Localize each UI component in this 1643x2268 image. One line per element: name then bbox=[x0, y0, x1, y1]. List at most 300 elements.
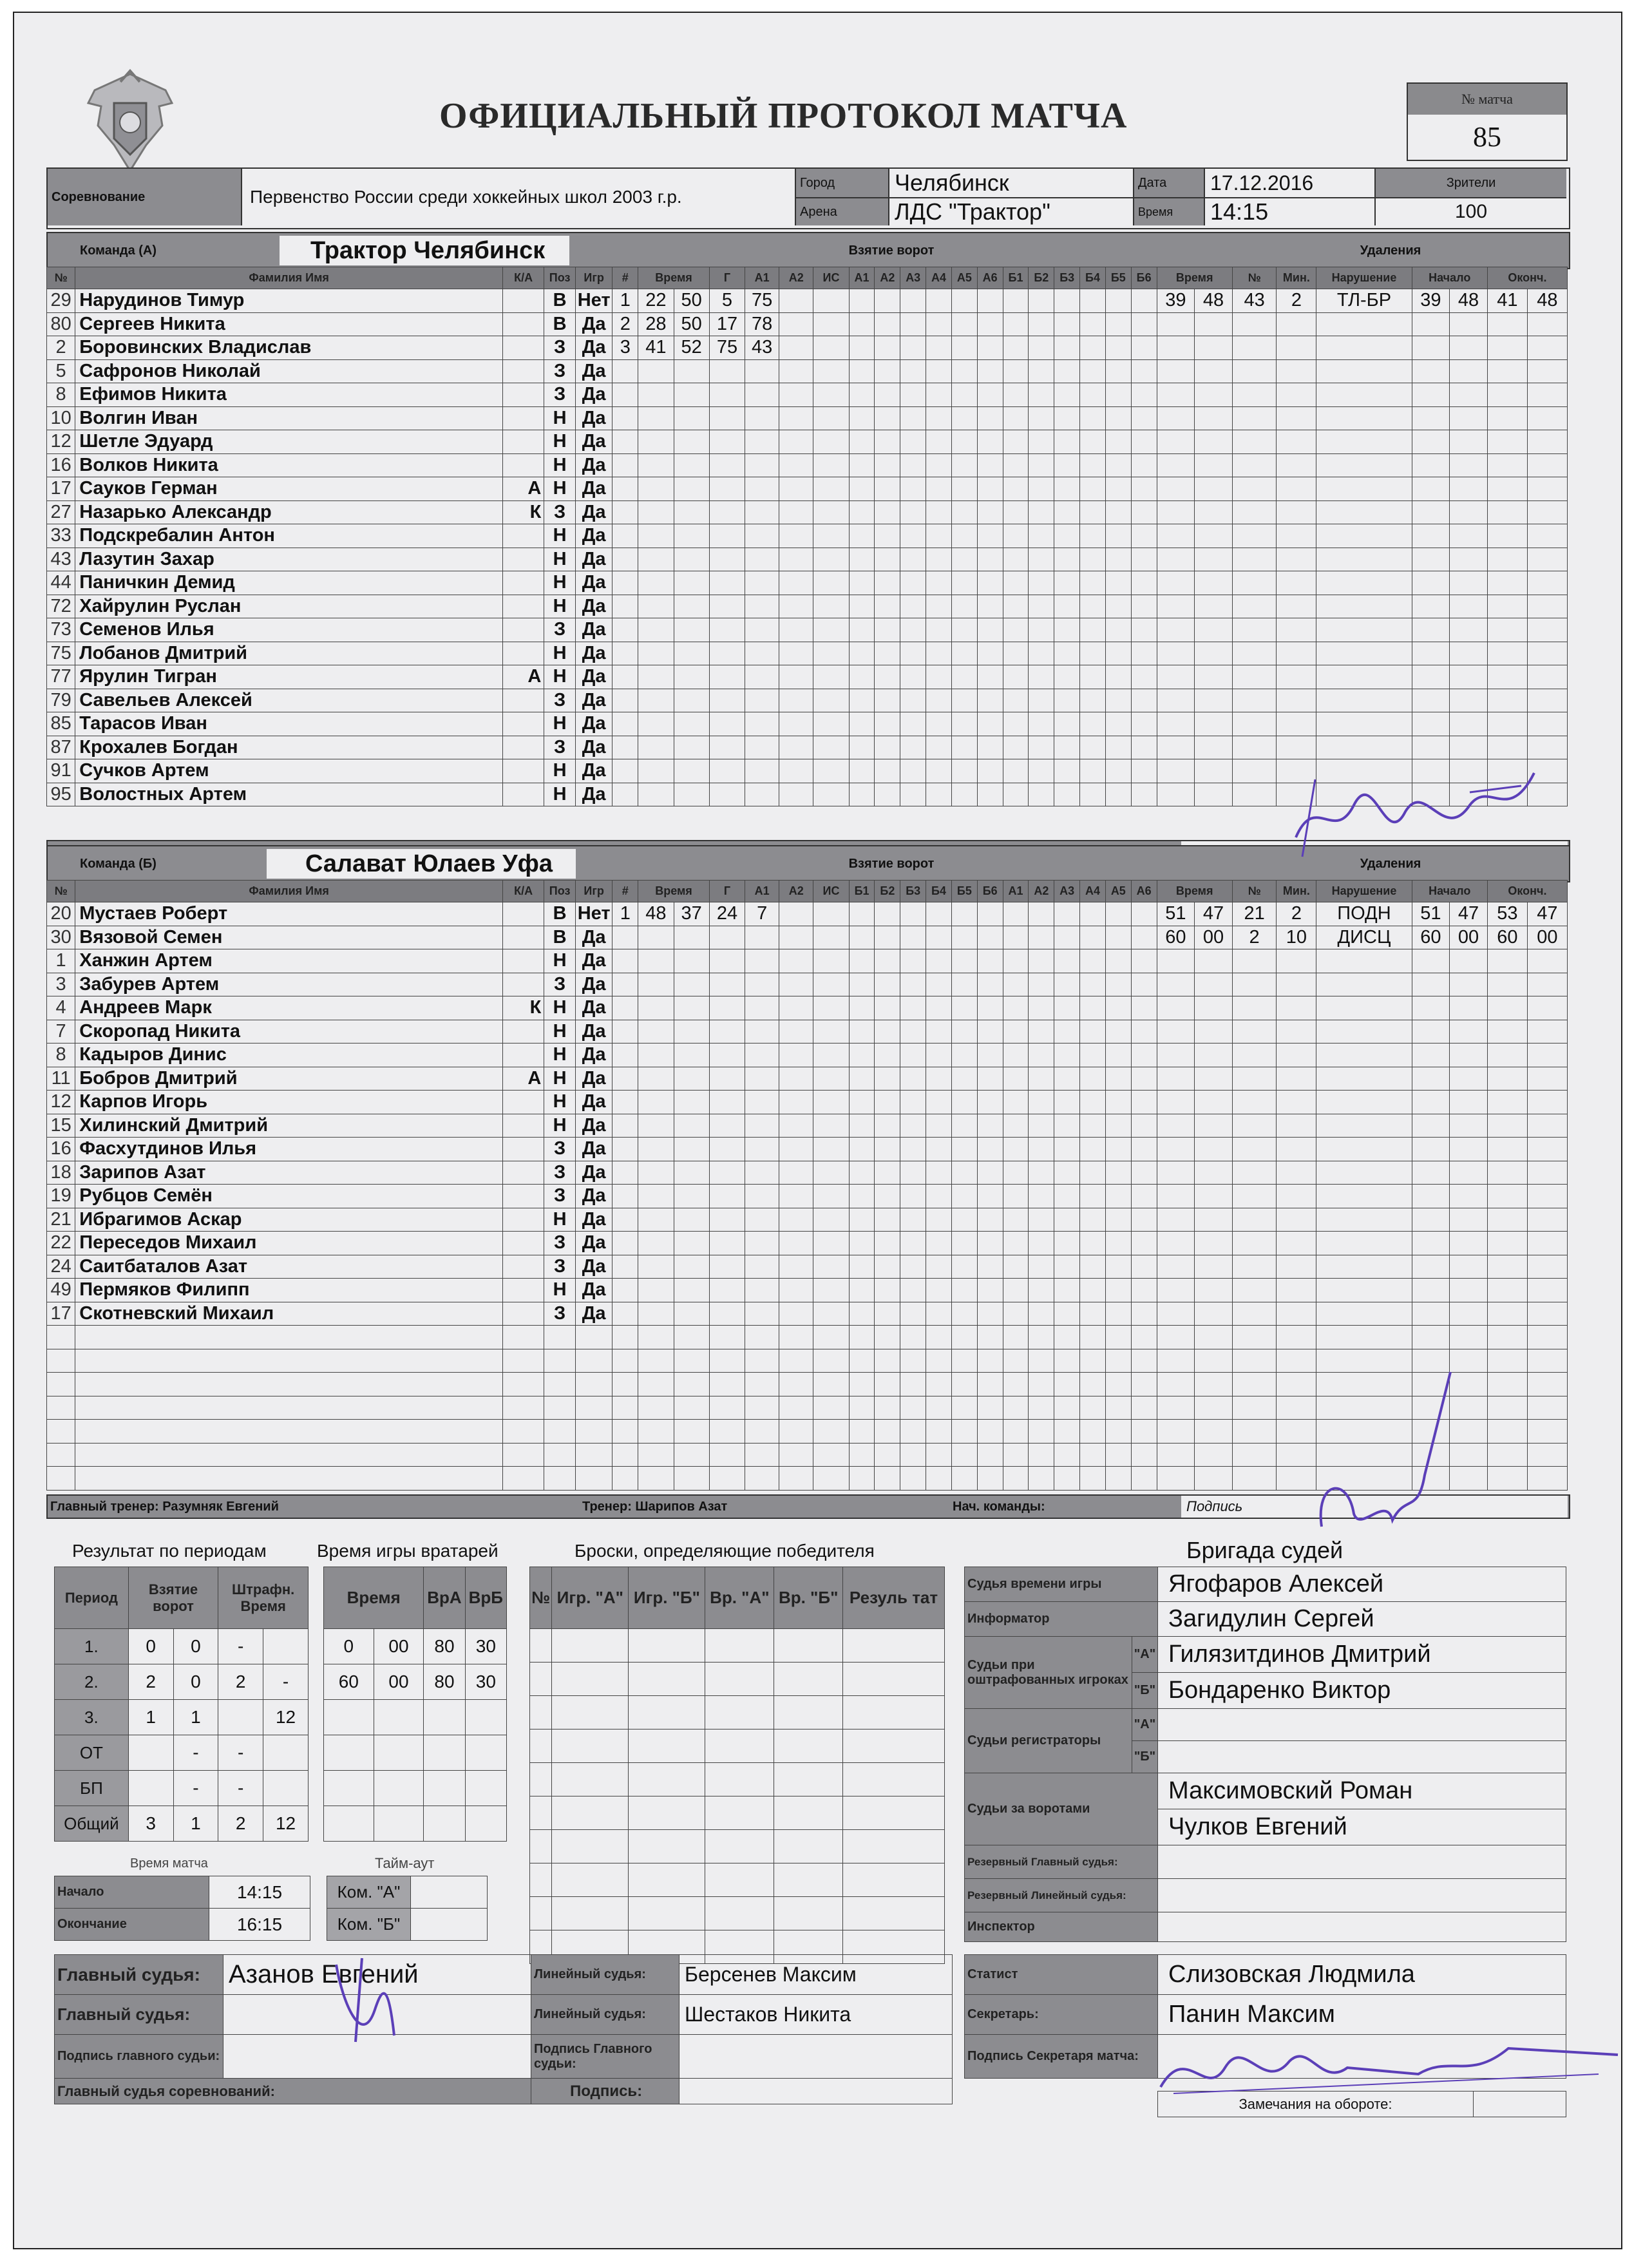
player-position bbox=[544, 1443, 576, 1467]
goal-scorer bbox=[709, 1161, 745, 1185]
penalty-player bbox=[1232, 1020, 1277, 1043]
penalty-end-min bbox=[1487, 1373, 1527, 1396]
player-number: 29 bbox=[47, 289, 75, 313]
onice-cell bbox=[1131, 1326, 1157, 1349]
player-played: Да bbox=[575, 1255, 612, 1279]
penalty-second bbox=[1195, 1467, 1233, 1491]
penalty-end-sec bbox=[1527, 500, 1567, 524]
table-row bbox=[324, 1771, 507, 1806]
player-role bbox=[503, 618, 544, 642]
player-number: 80 bbox=[47, 312, 75, 336]
player-number: 21 bbox=[47, 1208, 75, 1232]
city-label: Город bbox=[795, 169, 888, 197]
goal-assist-1 bbox=[745, 595, 779, 618]
penalty-minute bbox=[1157, 618, 1195, 642]
penalty-minutes bbox=[1277, 383, 1316, 407]
onice-cell bbox=[926, 1467, 952, 1491]
onice-cell bbox=[849, 996, 875, 1020]
goal-second bbox=[674, 1373, 709, 1396]
onice-cell bbox=[1080, 1091, 1106, 1114]
col-pen-start: Начало bbox=[1412, 881, 1487, 902]
onice-cell bbox=[1105, 712, 1131, 736]
onice-cell bbox=[900, 453, 926, 477]
onice-cell bbox=[1080, 949, 1106, 973]
penalty-minutes: 2 bbox=[1277, 902, 1316, 926]
goal-assist-2 bbox=[779, 1020, 813, 1043]
onice-cell bbox=[926, 359, 952, 383]
penalty-start-min bbox=[1412, 618, 1450, 642]
onice-cell bbox=[1003, 312, 1029, 336]
period-goals-b: 1 bbox=[173, 1700, 218, 1735]
goal-scorer bbox=[709, 1326, 745, 1349]
player-name: Лобанов Дмитрий bbox=[75, 642, 503, 665]
onice-cell bbox=[1029, 1443, 1054, 1467]
player-role bbox=[503, 949, 544, 973]
onice-cell bbox=[951, 1232, 977, 1255]
onice-cell bbox=[1105, 1279, 1131, 1302]
col-ka: К/А bbox=[503, 881, 544, 902]
player-position bbox=[544, 1396, 576, 1420]
goal-situation bbox=[813, 595, 849, 618]
onice-cell bbox=[1080, 548, 1106, 571]
penalty-second bbox=[1195, 1138, 1233, 1161]
onice-cell bbox=[1054, 1185, 1080, 1208]
penalty-start-sec bbox=[1450, 1020, 1488, 1043]
referees-table bbox=[54, 1954, 953, 2104]
penalty-minute bbox=[1157, 1185, 1195, 1208]
onice-cell bbox=[977, 642, 1003, 665]
timeout-a: Ком. "А" bbox=[327, 1876, 411, 1909]
onice-cell bbox=[977, 1420, 1003, 1444]
goal-situation bbox=[813, 500, 849, 524]
player-role bbox=[503, 312, 544, 336]
onice-cell bbox=[900, 1302, 926, 1326]
penalty-violation bbox=[1316, 642, 1412, 665]
player-name: Нарудинов Тимур bbox=[75, 289, 503, 313]
onice-cell bbox=[1029, 1396, 1054, 1420]
penalty-second bbox=[1195, 1232, 1233, 1255]
onice-cell bbox=[1054, 902, 1080, 926]
goal-assist-1 bbox=[745, 453, 779, 477]
onice-cell bbox=[875, 1373, 900, 1396]
onice-cell bbox=[1080, 712, 1106, 736]
goal-scorer bbox=[709, 1373, 745, 1396]
goal-second bbox=[674, 996, 709, 1020]
penalty-end-min: 41 bbox=[1487, 289, 1527, 313]
penalty-second bbox=[1195, 1302, 1233, 1326]
goal-number bbox=[613, 618, 638, 642]
onice-cell bbox=[926, 548, 952, 571]
penalty-violation bbox=[1316, 312, 1412, 336]
goal-situation bbox=[813, 1467, 849, 1491]
onice-cell bbox=[977, 902, 1003, 926]
shootout-cell bbox=[552, 1663, 629, 1696]
onice-cell bbox=[1080, 902, 1106, 926]
onice-cell bbox=[875, 383, 900, 407]
player-number: 11 bbox=[47, 1067, 75, 1091]
goal-situation bbox=[813, 289, 849, 313]
onice-cell bbox=[849, 1114, 875, 1138]
onice-cell bbox=[875, 1232, 900, 1255]
penalty-start-sec bbox=[1450, 500, 1488, 524]
onice-cell bbox=[951, 618, 977, 642]
player-name: Сауков Герман bbox=[75, 477, 503, 501]
shootout-cell bbox=[552, 1696, 629, 1730]
onice-cell bbox=[1080, 477, 1106, 501]
col-onice: Б5 bbox=[1105, 267, 1131, 289]
onice-cell bbox=[875, 926, 900, 949]
penalty-start-sec bbox=[1450, 996, 1488, 1020]
penalty-end-sec bbox=[1527, 712, 1567, 736]
goal-scorer bbox=[709, 1349, 745, 1373]
penalty-end-min bbox=[1487, 1420, 1527, 1444]
goal-assist-2 bbox=[779, 1208, 813, 1232]
onice-cell bbox=[849, 1373, 875, 1396]
period-pim-b bbox=[263, 1771, 309, 1806]
onice-cell bbox=[1105, 1396, 1131, 1420]
table-row bbox=[530, 1897, 945, 1930]
col-onice: А2 bbox=[875, 267, 900, 289]
onice-cell bbox=[1131, 1208, 1157, 1232]
player-role bbox=[503, 383, 544, 407]
goal-situation bbox=[813, 1232, 849, 1255]
goal-second bbox=[674, 1326, 709, 1349]
penalty-minute bbox=[1157, 1208, 1195, 1232]
onice-cell bbox=[951, 1020, 977, 1043]
penalty-start-sec bbox=[1450, 359, 1488, 383]
goal-minute bbox=[638, 383, 674, 407]
player-position: Н bbox=[544, 642, 576, 665]
onice-cell bbox=[1003, 1161, 1029, 1185]
goal-scorer bbox=[709, 1208, 745, 1232]
penalty-player bbox=[1232, 1185, 1277, 1208]
goal-assist-2 bbox=[779, 1396, 813, 1420]
goal-assist-1 bbox=[745, 759, 779, 783]
penalty-end-min bbox=[1487, 312, 1527, 336]
goal-assist-2 bbox=[779, 524, 813, 548]
goal-assist-1 bbox=[745, 1443, 779, 1467]
goal-second: 52 bbox=[674, 336, 709, 360]
col-played: Игр bbox=[575, 267, 612, 289]
penalty-minutes bbox=[1277, 1185, 1316, 1208]
player-name: Тарасов Иван bbox=[75, 712, 503, 736]
onice-cell bbox=[926, 430, 952, 454]
goal-scorer bbox=[709, 1302, 745, 1326]
onice-cell bbox=[875, 973, 900, 996]
goal-minute bbox=[638, 1185, 674, 1208]
penalty-player bbox=[1232, 571, 1277, 595]
penalty-start-sec bbox=[1450, 1326, 1488, 1349]
col-pen-viol: Нарушение bbox=[1316, 267, 1412, 289]
player-number: 10 bbox=[47, 406, 75, 430]
shootout-cell bbox=[843, 1730, 945, 1763]
onice-cell bbox=[849, 1208, 875, 1232]
onice-cell bbox=[1105, 430, 1131, 454]
col-name: Фамилия Имя bbox=[75, 881, 503, 902]
arena-label: Арена bbox=[795, 197, 888, 225]
shootout-cell bbox=[530, 1763, 552, 1796]
goal-situation bbox=[813, 1279, 849, 1302]
onice-cell bbox=[1131, 1114, 1157, 1138]
player-position: В bbox=[544, 289, 576, 313]
onice-cell bbox=[926, 571, 952, 595]
goal-assist-2 bbox=[779, 1091, 813, 1114]
penalty-end-sec bbox=[1527, 665, 1567, 689]
penalty-end-min bbox=[1487, 1185, 1527, 1208]
penalty-end-min bbox=[1487, 1232, 1527, 1255]
goal-minute bbox=[638, 1467, 674, 1491]
penalty-end-min bbox=[1487, 336, 1527, 360]
onice-cell bbox=[1003, 736, 1029, 759]
player-played bbox=[575, 1443, 612, 1467]
penalty-second bbox=[1195, 430, 1233, 454]
penalty-minutes bbox=[1277, 571, 1316, 595]
penalty-second bbox=[1195, 1349, 1233, 1373]
goal-minute bbox=[638, 1091, 674, 1114]
table-row bbox=[324, 1629, 507, 1664]
goal-scorer bbox=[709, 430, 745, 454]
period-goals-b: - bbox=[173, 1735, 218, 1771]
penalty-start-sec bbox=[1450, 1255, 1488, 1279]
player-position: З bbox=[544, 1138, 576, 1161]
col-g: Г bbox=[709, 881, 745, 902]
match-end-label: Окончание bbox=[55, 1909, 209, 1941]
onice-cell bbox=[951, 736, 977, 759]
penalty-minute bbox=[1157, 383, 1195, 407]
goal-situation bbox=[813, 1208, 849, 1232]
onice-cell bbox=[875, 336, 900, 360]
main-referee: Азанов Евгений bbox=[223, 1955, 531, 1995]
goal-number bbox=[613, 406, 638, 430]
col-onice: А6 bbox=[977, 267, 1003, 289]
player-position: Н bbox=[544, 1067, 576, 1091]
penalty-violation bbox=[1316, 1279, 1412, 1302]
player-position bbox=[544, 1467, 576, 1491]
table-row bbox=[324, 1806, 507, 1842]
goal-scorer bbox=[709, 996, 745, 1020]
onice-cell bbox=[1080, 759, 1106, 783]
goal-scorer bbox=[709, 1396, 745, 1420]
onice-cell bbox=[926, 336, 952, 360]
onice-cell bbox=[1054, 406, 1080, 430]
penalty-violation: ПОДН bbox=[1316, 902, 1412, 926]
penalty-minutes bbox=[1277, 618, 1316, 642]
goal-minute bbox=[638, 1208, 674, 1232]
onice-cell bbox=[951, 712, 977, 736]
penalty-end-sec bbox=[1527, 1114, 1567, 1138]
inspector-label: Инспектор bbox=[965, 1912, 1158, 1942]
onice-cell bbox=[875, 642, 900, 665]
table-row bbox=[47, 1326, 1568, 1349]
onice-cell bbox=[1003, 571, 1029, 595]
penalty-second bbox=[1195, 406, 1233, 430]
player-played: Да bbox=[575, 689, 612, 712]
onice-cell bbox=[1054, 1043, 1080, 1067]
onice-cell bbox=[951, 1043, 977, 1067]
onice-cell bbox=[875, 1161, 900, 1185]
penalty-end-sec bbox=[1527, 973, 1567, 996]
onice-cell bbox=[977, 618, 1003, 642]
onice-cell bbox=[900, 1091, 926, 1114]
onice-cell bbox=[926, 1279, 952, 1302]
penalty-minute bbox=[1157, 571, 1195, 595]
col-onice: А5 bbox=[951, 267, 977, 289]
player-role: К bbox=[503, 500, 544, 524]
penalty-minutes bbox=[1277, 1114, 1316, 1138]
player-position: Н bbox=[544, 712, 576, 736]
period-pim-a: 2 bbox=[218, 1806, 263, 1842]
penalty-second bbox=[1195, 359, 1233, 383]
onice-cell bbox=[1003, 1255, 1029, 1279]
goal-assist-1 bbox=[745, 548, 779, 571]
goalie-b bbox=[465, 1700, 506, 1735]
onice-cell bbox=[1080, 689, 1106, 712]
table-row bbox=[47, 336, 1568, 360]
period-pim-a: - bbox=[218, 1735, 263, 1771]
col-pos: Поз bbox=[544, 267, 576, 289]
onice-cell bbox=[1003, 1443, 1029, 1467]
player-role bbox=[503, 1114, 544, 1138]
player-played: Да bbox=[575, 1114, 612, 1138]
player-played bbox=[575, 1326, 612, 1349]
player-role bbox=[503, 1443, 544, 1467]
player-role bbox=[503, 1467, 544, 1491]
time-value: 14:15 bbox=[1204, 197, 1374, 225]
match-end: 16:15 bbox=[209, 1909, 310, 1941]
player-played: Да bbox=[575, 759, 612, 783]
onice-cell bbox=[1029, 289, 1054, 313]
player-position: З bbox=[544, 973, 576, 996]
penalty-player bbox=[1232, 1067, 1277, 1091]
penalty-end-sec bbox=[1527, 453, 1567, 477]
onice-cell bbox=[1105, 1349, 1131, 1373]
goal-number bbox=[613, 665, 638, 689]
onice-cell bbox=[1003, 618, 1029, 642]
goal-situation bbox=[813, 1349, 849, 1373]
penalty-player bbox=[1232, 618, 1277, 642]
table-row bbox=[530, 1763, 945, 1796]
goal-minute bbox=[638, 477, 674, 501]
penalty-second bbox=[1195, 996, 1233, 1020]
onice-cell bbox=[977, 783, 1003, 806]
player-name bbox=[75, 1349, 503, 1373]
penalty-violation bbox=[1316, 336, 1412, 360]
goal-second bbox=[674, 1443, 709, 1467]
penalty-minutes bbox=[1277, 712, 1316, 736]
penalty-second bbox=[1195, 1443, 1233, 1467]
player-number bbox=[47, 1326, 75, 1349]
player-role bbox=[503, 595, 544, 618]
onice-cell bbox=[1029, 618, 1054, 642]
goal-assist-1 bbox=[745, 949, 779, 973]
goal-second bbox=[674, 383, 709, 407]
onice-cell bbox=[1105, 1043, 1131, 1067]
col-onice: А5 bbox=[1105, 881, 1131, 902]
table-row bbox=[47, 359, 1568, 383]
onice-cell bbox=[951, 902, 977, 926]
penalty-end-min bbox=[1487, 665, 1527, 689]
penalty-second bbox=[1195, 571, 1233, 595]
shootout-cell bbox=[774, 1830, 843, 1863]
player-name: Волостных Артем bbox=[75, 783, 503, 806]
onice-cell bbox=[1054, 595, 1080, 618]
onice-cell bbox=[977, 430, 1003, 454]
onice-cell bbox=[951, 359, 977, 383]
penalty-player bbox=[1232, 477, 1277, 501]
goal-scorer bbox=[709, 759, 745, 783]
penalty-end-min bbox=[1487, 1114, 1527, 1138]
period-name: Общий bbox=[55, 1806, 129, 1842]
onice-cell bbox=[951, 312, 977, 336]
player-name: Крохалев Богдан bbox=[75, 736, 503, 759]
goalie-b bbox=[465, 1735, 506, 1771]
penalty-end-sec bbox=[1527, 1161, 1567, 1185]
onice-cell bbox=[1029, 1326, 1054, 1349]
table-row bbox=[324, 1664, 507, 1700]
period-name: ОТ bbox=[55, 1735, 129, 1771]
penalty-minute bbox=[1157, 477, 1195, 501]
goal-second bbox=[674, 712, 709, 736]
onice-cell bbox=[1131, 1232, 1157, 1255]
col-name: Фамилия Имя bbox=[75, 267, 503, 289]
goal-second bbox=[674, 1043, 709, 1067]
player-played: Да bbox=[575, 665, 612, 689]
player-name: Бобров Дмитрий bbox=[75, 1067, 503, 1091]
player-number: 33 bbox=[47, 524, 75, 548]
goal-situation bbox=[813, 783, 849, 806]
player-number: 1 bbox=[47, 949, 75, 973]
goal-situation bbox=[813, 312, 849, 336]
player-position: Н bbox=[544, 1020, 576, 1043]
player-role bbox=[503, 1138, 544, 1161]
onice-cell bbox=[849, 1232, 875, 1255]
goal-number bbox=[613, 1302, 638, 1326]
goal-scorer bbox=[709, 1138, 745, 1161]
goal-number bbox=[613, 1255, 638, 1279]
penalty-second bbox=[1195, 1420, 1233, 1444]
goal-second bbox=[674, 665, 709, 689]
penalty-player: 43 bbox=[1232, 289, 1277, 313]
penalty-player bbox=[1232, 1138, 1277, 1161]
onice-cell bbox=[1003, 1067, 1029, 1091]
penalty-start-min bbox=[1412, 383, 1450, 407]
goal-second bbox=[674, 1232, 709, 1255]
col-onice: Б2 bbox=[1029, 267, 1054, 289]
period-goals-b: 1 bbox=[173, 1806, 218, 1842]
onice-cell bbox=[1003, 926, 1029, 949]
onice-cell bbox=[977, 689, 1003, 712]
protocol-sheet bbox=[13, 12, 1622, 2249]
onice-cell bbox=[926, 1302, 952, 1326]
player-role bbox=[503, 1279, 544, 1302]
goal-second bbox=[674, 1349, 709, 1373]
onice-cell bbox=[1105, 595, 1131, 618]
onice-cell bbox=[926, 1420, 952, 1444]
goal-assist-2 bbox=[779, 1114, 813, 1138]
penalty-minutes bbox=[1277, 689, 1316, 712]
onice-cell bbox=[951, 1349, 977, 1373]
onice-cell bbox=[926, 1067, 952, 1091]
onice-cell bbox=[1003, 1279, 1029, 1302]
onice-cell bbox=[875, 1302, 900, 1326]
goal-minute bbox=[638, 996, 674, 1020]
onice-cell bbox=[875, 1326, 900, 1349]
table-row bbox=[47, 1208, 1568, 1232]
penalty-second bbox=[1195, 1043, 1233, 1067]
onice-cell bbox=[1054, 926, 1080, 949]
col-onice: А3 bbox=[1054, 881, 1080, 902]
penalty-start-sec: 47 bbox=[1450, 902, 1488, 926]
